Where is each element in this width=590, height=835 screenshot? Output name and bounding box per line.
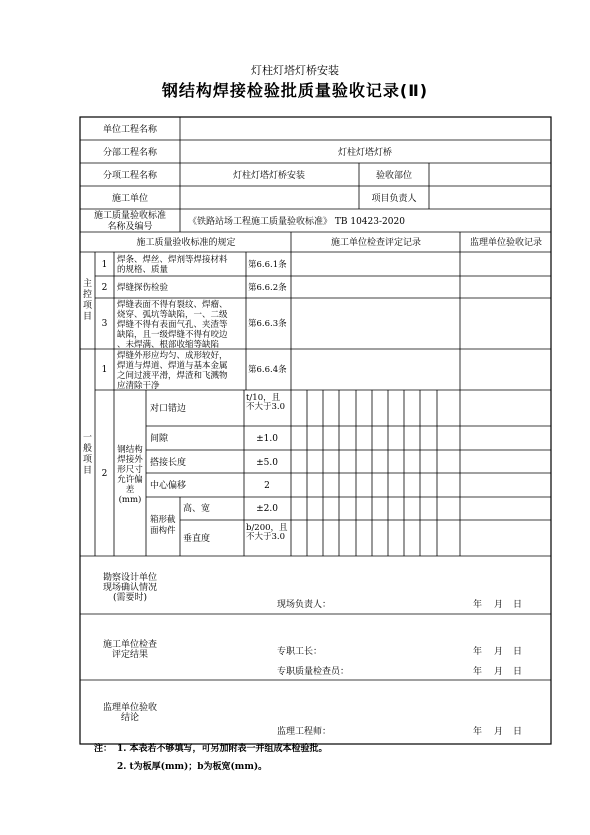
general-item-2-no: 2 xyxy=(101,469,108,479)
box-section-label-2: 面构件 xyxy=(150,526,176,536)
foreman-label: 专职工长： xyxy=(277,647,323,657)
row-center-offset-name: 中心偏移 xyxy=(150,481,187,491)
main-item-1-text-1: 焊条、焊丝、焊剂等焊接材料 xyxy=(117,255,228,265)
general-label-1: 一 xyxy=(82,433,93,443)
general-label-4: 目 xyxy=(82,466,93,476)
contractor-date1-month: 月 xyxy=(494,647,504,657)
main-control-label-1: 主 xyxy=(82,279,93,289)
general-label-3: 项 xyxy=(82,455,93,465)
acceptance-part-label: 验收部位 xyxy=(375,171,413,181)
general-item-1-no: 1 xyxy=(101,365,108,375)
design-date-day: 日 xyxy=(513,600,523,610)
row-gap-name: 间隙 xyxy=(150,434,169,444)
general-label-2: 般 xyxy=(82,444,93,454)
standard-value: 《铁路站场工程施工质量验收标准》 TB 10423-2020 xyxy=(188,217,405,227)
main-item-3-clause: 第6.6.3条 xyxy=(248,319,287,329)
row-height-width-name: 高、宽 xyxy=(183,504,211,514)
supervising-engineer-label: 监理工程师： xyxy=(277,727,332,737)
standard-label-1: 施工质量验收标准 xyxy=(93,211,167,221)
general-item-1-text-3: 之间过渡平滑，焊渣和飞溅物 xyxy=(117,371,228,381)
note-line-1: 1. 本表若不够填写，可另加附表一并组成本检验批。 xyxy=(117,744,328,754)
row-lap-length-name: 搭接长度 xyxy=(150,458,187,468)
notes-prefix: 注： xyxy=(94,744,113,754)
supervisor-conclusion-label-2: 结论 xyxy=(120,713,140,723)
supervisor-conclusion-label-1: 监理单位验收 xyxy=(102,703,158,713)
subitem-value: 灯柱灯塔灯桥安装 xyxy=(232,171,306,181)
main-control-label-2: 控 xyxy=(82,290,93,300)
contractor-label: 施工单位 xyxy=(111,194,149,204)
general-item-1-text-1: 焊缝外形应均匀、成形较好， xyxy=(117,351,228,361)
design-date-month: 月 xyxy=(494,600,504,610)
general-item-1-text-4: 应清除干净 xyxy=(117,381,160,391)
column-standard: 施工质量验收标准的规定 xyxy=(136,238,236,248)
row-misalignment-tol-1: t/10，且 xyxy=(246,393,281,403)
main-item-3-text-5: 、未焊满、根部收缩等缺陷 xyxy=(117,340,220,350)
supervisor-date-day: 日 xyxy=(513,727,523,737)
group-label-6: (mm) xyxy=(118,495,142,505)
group-label-5: 差 xyxy=(125,485,135,495)
main-item-1-text-2: 的规格、质量 xyxy=(117,265,169,275)
unit-project-label: 单位工程名称 xyxy=(102,125,158,135)
row-gap-tol: ±1.0 xyxy=(256,434,278,444)
row-misalignment-tol-2: 不大于3.0 xyxy=(246,402,286,412)
main-item-3-text-1: 焊缝表面不得有裂纹、焊瘤、 xyxy=(117,300,228,310)
design-label-3: (需要时) xyxy=(112,593,148,603)
row-center-offset-tol: 2 xyxy=(264,481,270,491)
contractor-date1-year: 年 xyxy=(473,647,483,657)
main-item-2-no: 2 xyxy=(101,283,108,293)
row-lap-length-tol: ±5.0 xyxy=(256,458,278,468)
main-item-3-text-4: 缺陷，且一级焊缝不得有咬边 xyxy=(117,330,228,340)
box-section-label-1: 箱形截 xyxy=(150,515,176,525)
contractor-date2-year: 年 xyxy=(473,667,483,677)
main-item-3-text-2: 烧穿、弧坑等缺陷，一、二级 xyxy=(117,310,228,320)
group-label-4: 允许偏 xyxy=(117,475,143,485)
main-item-3-text-3: 焊缝不得有表面气孔、夹渣等 xyxy=(117,320,228,330)
main-item-2-text-1: 焊缝探伤检验 xyxy=(117,283,169,293)
supervisor-date-month: 月 xyxy=(494,727,504,737)
main-control-label-3: 项 xyxy=(82,301,93,311)
group-label-1: 钢结构 xyxy=(117,445,143,455)
contractor-result-label-2: 评定结果 xyxy=(111,650,149,660)
main-item-2-clause: 第6.6.2条 xyxy=(248,283,287,293)
supervisor-date-year: 年 xyxy=(473,727,483,737)
standard-label-2: 名称及编号 xyxy=(107,222,153,232)
general-item-1-text-2: 焊道与焊道、焊道与基本金属 xyxy=(117,361,228,371)
row-verticality-tol-1: b/200，且 xyxy=(246,523,288,533)
contractor-date1-day: 日 xyxy=(513,647,523,657)
column-contractor-record: 施工单位检查评定记录 xyxy=(330,238,422,248)
design-label-1: 勘察设计单位 xyxy=(102,573,158,583)
design-label-2: 现场确认情况 xyxy=(102,583,158,593)
note-line-2: 2. t为板厚(mm)；b为板宽(mm)。 xyxy=(117,762,268,772)
design-person-label: 现场负责人： xyxy=(277,600,332,610)
column-supervisor-record: 监理单位验收记录 xyxy=(469,238,543,248)
main-item-3-no: 3 xyxy=(101,319,108,329)
division-value: 灯柱灯塔灯桥 xyxy=(337,148,393,158)
row-height-width-tol: ±2.0 xyxy=(256,504,278,514)
project-manager-label: 项目负责人 xyxy=(371,194,417,204)
main-item-1-no: 1 xyxy=(101,260,108,270)
group-label-3: 形尺寸 xyxy=(117,465,143,475)
contractor-date2-day: 日 xyxy=(513,667,523,677)
main-item-1-clause: 第6.6.1条 xyxy=(248,260,287,270)
row-verticality-tol-2: 不大于3.0 xyxy=(246,532,286,542)
design-date-year: 年 xyxy=(473,600,483,610)
subitem-label: 分项工程名称 xyxy=(102,171,158,181)
row-verticality-name: 垂直度 xyxy=(183,534,211,544)
document-title: 钢结构焊接检验批质量验收记录(Ⅱ) xyxy=(161,81,429,100)
contractor-result-label-1: 施工单位检查 xyxy=(102,640,158,650)
quality-inspector-label: 专职质量检查员： xyxy=(277,667,350,677)
contractor-date2-month: 月 xyxy=(494,667,504,677)
division-label: 分部工程名称 xyxy=(102,148,158,158)
group-label-2: 焊接外 xyxy=(117,455,143,465)
document-subtitle: 灯柱灯塔灯桥安装 xyxy=(251,64,339,77)
general-item-1-clause: 第6.6.4条 xyxy=(248,365,287,375)
main-control-label-4: 目 xyxy=(82,312,93,322)
row-misalignment-name: 对口错边 xyxy=(150,404,187,414)
